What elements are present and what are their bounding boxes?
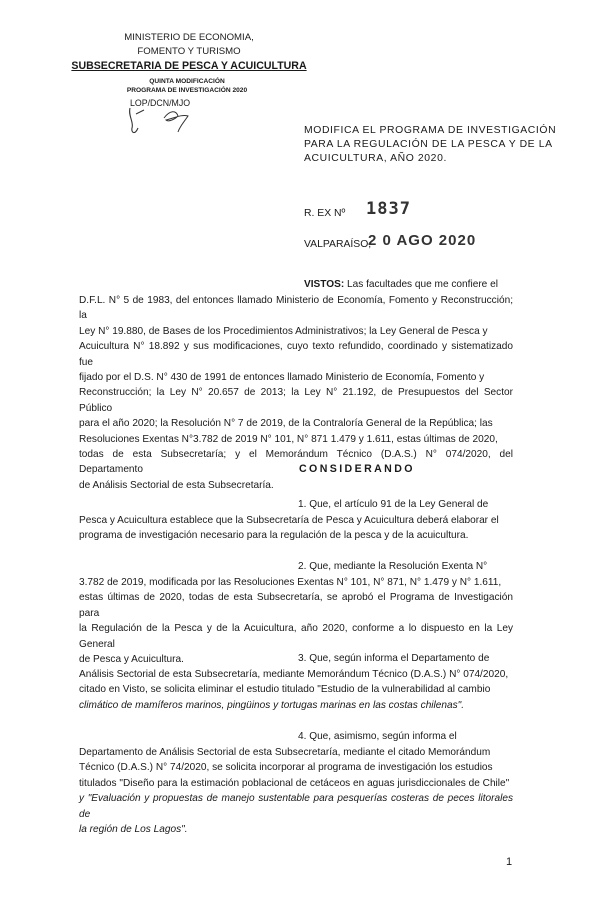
paragraph-line: 3.782 de 2019, modificada por las Resoluciones Exentas N° 101, N° 871, N° 1.479 y N° 1.611, xyxy=(79,577,502,588)
title-line-3: ACUICULTURA, AÑO 2020. xyxy=(304,153,447,164)
date-stamp: 2 0 AGO 2020 xyxy=(368,232,477,249)
paragraph-line: y "Evaluación y propuestas de manejo sustentable para pesquerías costeras de peces litorales de xyxy=(79,793,513,820)
considerando-item-2-first: 2. Que, mediante la Resolución Exenta N° xyxy=(298,561,488,572)
paragraph-line: programa de investigación necesario para la regulación de la pesca y de la acuicultura. xyxy=(79,530,469,542)
paragraph-line: la región de Los Lagos". xyxy=(79,824,188,836)
vistos-line: fijado por el D.S. N° 430 de 1991 de entonces llamado Ministerio de Economía, Fomento y xyxy=(79,372,485,384)
vistos-line: Reconstrucción; la Ley N° 20.657 de 2013; la Ley N° 21.192, de Presupuestos del Sector Público xyxy=(79,387,513,414)
place-label: VALPARAÍSO, xyxy=(304,239,372,250)
vistos-line-0 xyxy=(304,277,514,292)
paragraph-line: de Pesca y Acuicultura. xyxy=(79,654,184,666)
considerando-item-4-body xyxy=(79,745,513,837)
paragraph-line: Análisis Sectorial de esta Subsecretaría, mediante Memorándum Técnico (D.A.S.) N° 074/2020, xyxy=(79,669,509,680)
paragraph-line: climático de mamíferos marinos, pingüinos y tortugas marinas en las costas chilenas". xyxy=(79,699,465,711)
vistos-heading: VISTOS: xyxy=(304,279,345,290)
paragraph-line: Pesca y Acuicultura establece que la Subsecretaría de Pesca y Acuicultura deberá elaborar el xyxy=(79,515,499,526)
paragraph-line: estas últimas de 2020, todas de esta Subsecretaría, se aprobó el Programa de Investigación para xyxy=(79,592,513,619)
program-label: PROGRAMA DE INVESTIGACIÓN 2020 xyxy=(126,87,248,94)
paragraph-line: Departamento de Análisis Sectorial de esta Subsecretaría, mediante el citado Memorándum xyxy=(79,747,491,758)
title-line-1: MODIFICA EL PROGRAMA DE INVESTIGACIÓN xyxy=(304,125,557,136)
vistos-first-text: Las facultades que me confiere el xyxy=(347,279,498,290)
paragraph-line: la Regulación de la Pesca y de la Acuicultura, año 2020, conforme a lo dispuesto en la Ley General xyxy=(79,623,513,650)
modification-label: QUINTA MODIFICACIÓN xyxy=(149,78,225,85)
subsecretaria-heading: SUBSECRETARIA DE PESCA Y ACUICULTURA xyxy=(71,60,307,72)
vistos-line: para el año 2020; la Resolución N° 7 de 2019, de la Contraloría General de la República; las xyxy=(79,418,493,430)
paragraph-line: citado en Visto, se solicita eliminar el estudio titulado "Estudio de la vulnerabilidad al cambio xyxy=(79,684,491,696)
vistos-line: de Análisis Sectorial de esta Subsecretaría. xyxy=(79,479,274,491)
considerando-item-4-first: 4. Que, asimismo, según informa el xyxy=(298,731,457,742)
paragraph-line: titulados "Diseño para la estimación poblacional de cetáceos en aguas jurisdiccionales de Chile" xyxy=(79,777,510,789)
vistos-line: Ley N° 19.880, de Bases de los Procedimientos Administrativos; la Ley General de Pesca y xyxy=(79,325,488,337)
vistos-line: todas de esta Subsecretaría; y el Memorándum Técnico (D.A.S.) N° 074/2020, del Departamento xyxy=(79,449,513,476)
page-number: 1 xyxy=(506,856,513,868)
vistos-line: Resoluciones Exentas N°3.782 de 2019 N° 101, N° 871 1.479 y 1.611, estas últimas de 2020, xyxy=(79,433,498,445)
paragraph-line: Técnico (D.A.S.) N° 74/2020, se solicita incorporar al programa de investigación los estudios xyxy=(79,762,493,774)
ministry-line-1: MINISTERIO DE ECONOMIA, xyxy=(124,32,254,43)
resolution-label: R. EX Nº xyxy=(304,208,346,219)
signature-mark xyxy=(122,104,202,140)
title-line-2: PARA LA REGULACIÓN DE LA PESCA Y DE LA xyxy=(304,139,553,150)
vistos-body xyxy=(79,293,513,493)
considerando-item-1-body xyxy=(79,513,513,544)
ministry-line-2: FOMENTO Y TURISMO xyxy=(137,46,241,57)
considerando-item-3-first: 3. Que, según informa el Departamento de xyxy=(298,653,490,664)
considerando-item-3-body xyxy=(79,667,513,713)
considerando-item-1-first: 1. Que, el artículo 91 de la Ley General de xyxy=(298,499,489,510)
vistos-line: Acuicultura N° 18.892 y sus modificaciones, cuyo texto refundido, coordinado y sistematizado fue xyxy=(79,341,513,368)
resolution-number: 1837 xyxy=(366,199,411,219)
considerando-heading: CONSIDERANDO xyxy=(299,463,415,475)
initials: LOP/DCN/MJO xyxy=(130,98,191,108)
vistos-line: D.F.L. N° 5 de 1983, del entonces llamado Ministerio de Economía, Fomento y Reconstrucción; la xyxy=(79,295,513,322)
